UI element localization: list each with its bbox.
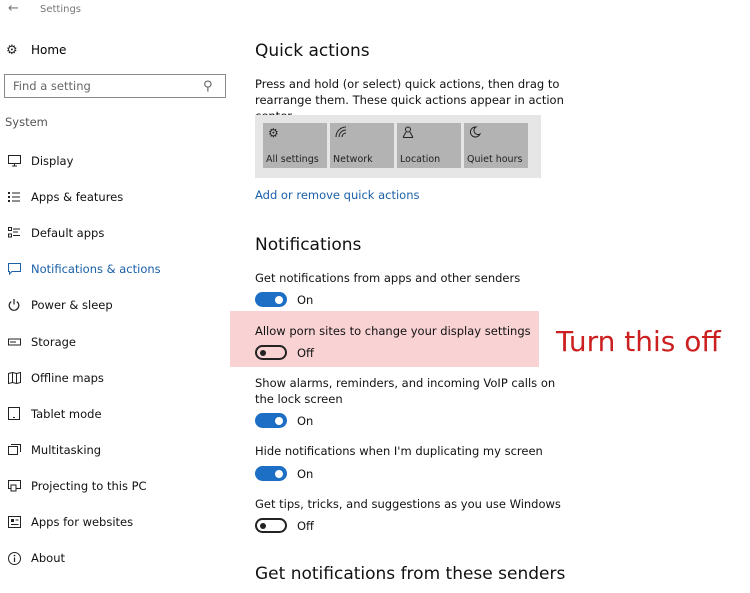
toggle-row-tips	[255, 518, 314, 533]
toggle-row-duplicating	[255, 466, 313, 481]
home-link[interactable]	[6, 40, 66, 60]
power-icon	[6, 297, 22, 313]
sidebar-item-apps-features[interactable]	[0, 179, 232, 215]
quick-action-label: All settings	[266, 154, 319, 165]
display-icon	[6, 153, 22, 169]
toggle-duplicating[interactable]	[255, 466, 287, 481]
toggle-state: Off	[297, 518, 314, 533]
toggle-state: On	[297, 466, 314, 481]
projecting-icon	[6, 478, 22, 494]
toggle-row-app-notifications	[255, 292, 313, 307]
sidebar-item-offline-maps[interactable]	[0, 360, 232, 396]
sidebar	[0, 30, 232, 593]
sidebar-item-about[interactable]	[0, 540, 232, 576]
moon-icon	[469, 126, 481, 141]
quick-actions-title: Quick actions	[255, 41, 370, 61]
tablet-icon	[6, 406, 22, 422]
setting-label-lock-screen: Show alarms, reminders, and incoming VoIP calls on the lock screen	[255, 376, 556, 406]
back-arrow-icon[interactable]: ←	[8, 1, 19, 16]
sidebar-item-label: Apps for websites	[31, 514, 134, 529]
setting-label-tips: Get tips, tricks, and suggestions as you use Windows	[255, 497, 561, 511]
sidebar-item-storage[interactable]	[0, 323, 232, 359]
toggle-row-porn-sites	[255, 345, 314, 360]
gear-icon: ⚙	[268, 126, 279, 140]
sidebar-item-label: Multitasking	[31, 442, 102, 457]
toggle-state: On	[297, 292, 314, 307]
multitasking-icon	[6, 442, 22, 458]
quick-action-network[interactable]	[330, 123, 394, 168]
toggle-app-notifications[interactable]	[255, 292, 287, 307]
quick-action-label: Location	[400, 154, 441, 165]
sidebar-item-label: Power & sleep	[31, 298, 113, 313]
setting-label-duplicating: Hide notifications when I'm duplicating my screen	[255, 444, 543, 458]
senders-title: Get notifications from these senders	[255, 564, 566, 584]
window-title: Settings	[40, 4, 82, 15]
quick-action-quiet-hours[interactable]	[464, 123, 528, 168]
sidebar-item-label: Default apps	[31, 226, 105, 241]
quick-action-location[interactable]	[397, 123, 461, 168]
sidebar-item-label: Apps & features	[31, 190, 124, 205]
sidebar-item-label: Offline maps	[31, 370, 104, 385]
sidebar-item-tablet-mode[interactable]	[0, 396, 232, 432]
sidebar-item-notifications-actions[interactable]	[0, 251, 232, 287]
toggle-porn-sites[interactable]	[255, 345, 287, 360]
list-icon	[6, 189, 22, 205]
sidebar-item-label: Storage	[31, 334, 76, 349]
sidebar-item-apps-websites[interactable]	[0, 504, 232, 540]
sidebar-item-label: Tablet mode	[31, 406, 102, 421]
sidebar-item-label: About	[31, 551, 66, 566]
sidebar-item-display[interactable]	[0, 143, 232, 179]
annotation-text: Turn this off	[556, 325, 721, 358]
quick-action-label: Network	[333, 154, 373, 165]
setting-label-app-notifications: Get notifications from apps and other senders	[255, 271, 521, 285]
toggle-state: Off	[297, 345, 314, 360]
network-icon	[335, 126, 347, 141]
add-remove-quick-actions-link[interactable]: Add or remove quick actions	[255, 188, 420, 202]
quick-action-label: Quiet hours	[467, 154, 523, 165]
toggle-lock-screen[interactable]	[255, 413, 287, 428]
default-apps-icon	[6, 225, 22, 241]
quick-action-all-settings[interactable]	[263, 123, 327, 168]
notifications-title: Notifications	[255, 235, 362, 255]
search-box[interactable]	[4, 74, 226, 98]
sidebar-nav	[0, 143, 232, 576]
gear-icon: ⚙	[6, 42, 18, 58]
map-icon	[6, 370, 22, 386]
setting-label-porn-sites: Allow porn sites to change your display settings	[255, 324, 531, 338]
quick-actions-description: Press and hold (or select) quick actions, then drag to rearrange them. These quick actions appear in action	[255, 77, 564, 107]
info-icon	[6, 550, 22, 566]
apps-websites-icon	[6, 514, 22, 530]
toggle-tips[interactable]	[255, 518, 287, 533]
main-content	[255, 0, 750, 593]
search-icon[interactable]: ⚲	[203, 78, 213, 94]
toggle-state: On	[297, 413, 314, 428]
sidebar-item-label: Notifications & actions	[31, 262, 161, 277]
search-input[interactable]	[5, 79, 201, 93]
sidebar-item-multitasking[interactable]	[0, 432, 232, 468]
sidebar-item-label: Display	[31, 154, 74, 169]
storage-icon	[6, 334, 22, 350]
location-icon	[402, 126, 414, 141]
quick-actions-panel	[255, 115, 541, 178]
sidebar-item-power-sleep[interactable]	[0, 287, 232, 323]
sidebar-item-label: Projecting to this PC	[31, 478, 147, 493]
section-label: System	[5, 115, 48, 129]
notification-icon	[6, 261, 22, 277]
sidebar-item-projecting[interactable]	[0, 468, 232, 504]
toggle-row-lock-screen	[255, 413, 313, 428]
home-label: Home	[31, 43, 67, 57]
sidebar-item-default-apps[interactable]	[0, 215, 232, 251]
